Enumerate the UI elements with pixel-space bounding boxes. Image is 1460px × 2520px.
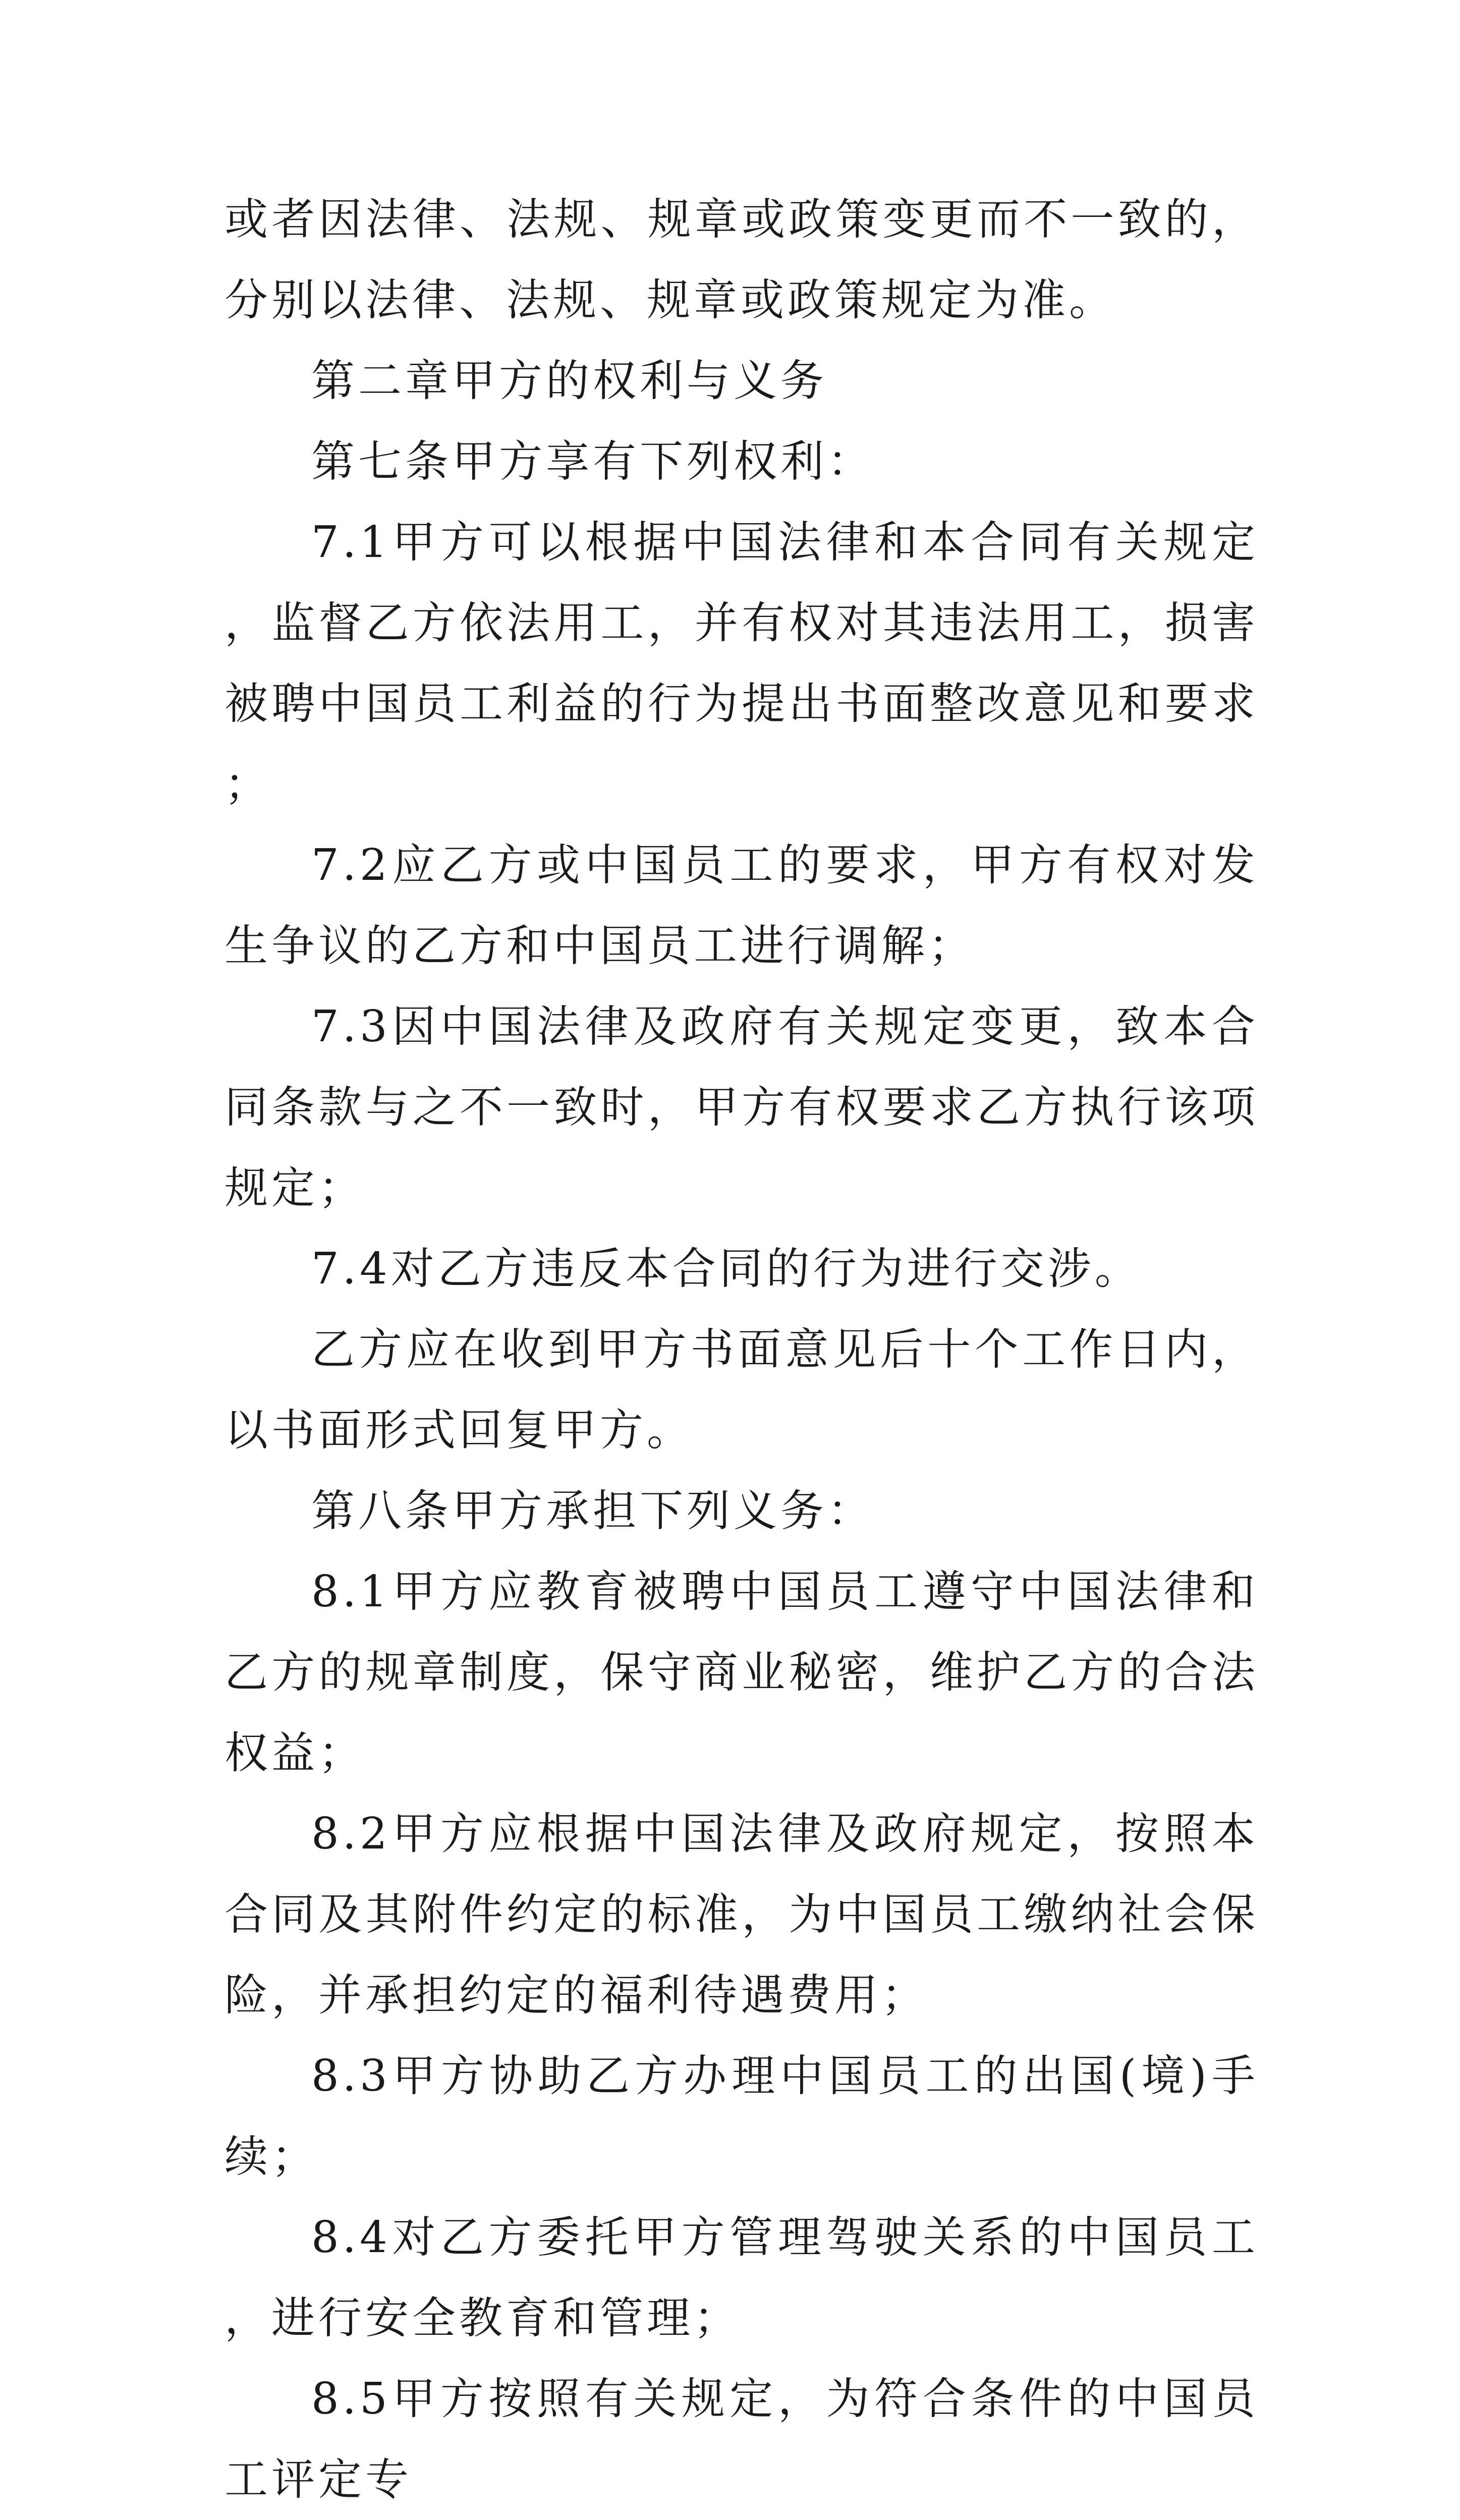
document-body <box>224 179 1259 2520</box>
clause-8-5: 8.5甲方按照有关规定，为符合条件的中国员工评定专 <box>224 2374 1259 2505</box>
clause-7-3: 7.3因中国法律及政府有关规定变更，致本合同条款与之不一致时，甲方有权要求乙方执行该项规定； <box>224 1001 1259 1213</box>
clause-7-4: 7.4对乙方违反本合同的行为进行交涉。 <box>311 1244 1142 1294</box>
clause-8-4: 8.4对乙方委托甲方管理驾驶关系的中国员工，进行安全教育和管理； <box>224 2212 1259 2343</box>
clause-7-2: 7.2应乙方或中国员工的要求，甲方有权对发生争议的乙方和中国员工进行调解； <box>224 840 1259 971</box>
chapter-heading: 第二章甲方的权利与义务 <box>311 356 827 406</box>
article-8-heading: 第八条甲方承担下列义务： <box>311 1486 874 1536</box>
clause-8-3: 8.3甲方协助乙方办理中国员工的出国(境)手续； <box>224 2051 1259 2182</box>
clause-8-2: 8.2甲方应根据中国法律及政府规定，按照本合同及其附件约定的标准，为中国员工缴纳社会保险，并承担约定的福利待遇费用； <box>224 1809 1259 2021</box>
article-7-heading: 第七条甲方享有下列权利： <box>311 436 874 487</box>
paragraph-continuation: 或者因法律、法规、规章或政策变更而不一致的，分别以法律、法规、规章或政策规定为准。 <box>224 194 1259 325</box>
clause-8-1: 8.1甲方应教育被聘中国员工遵守中国法律和乙方的规章制度，保守商业秘密，维护乙方的合法权益； <box>224 1566 1259 1778</box>
reply-requirement: 乙方应在收到甲方书面意见后十个工作日内，以书面形式回复甲方。 <box>224 1324 1259 1455</box>
clause-7-1: 7.1甲方可以根据中国法律和本合同有关规定，监督乙方依法用工，并有权对其违法用工，损害被聘中国员工利益的行为提出书面整改意见和要求； <box>224 517 1259 810</box>
